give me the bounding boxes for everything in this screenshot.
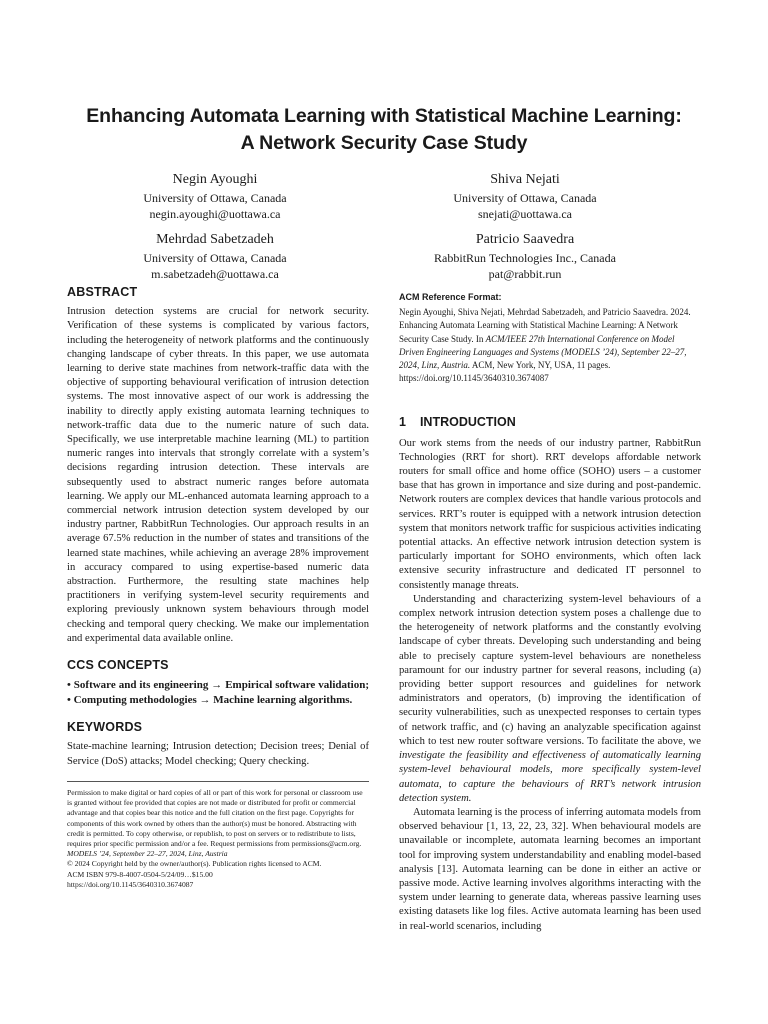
keywords-section <box>67 720 369 769</box>
reference-authors: Negin Ayoughi, Shiva Nejati, Mehrdad Sabetzadeh, and Patricio Saavedra. 2024. Enhancing Automata Learning with Statistical Machine Learning: A Network Security Case Study. In <box>399 307 691 344</box>
author-block <box>375 231 675 282</box>
author-block <box>65 231 365 282</box>
section-number: 1 <box>399 415 406 430</box>
author-email[interactable]: pat@rabbit.run <box>488 266 562 281</box>
author-block <box>375 171 675 222</box>
isbn-line: ACM ISBN 979-8-4007-0504-5/24/09…$15.00 <box>67 869 213 879</box>
abstract-heading: ABSTRACT <box>67 285 138 299</box>
reference-venue: ACM/IEEE 27th International Conference on Model Driven Engineering Languages and Systems (MODELS ’24), September 22–27, 2024, Linz, Austria. <box>399 333 687 371</box>
permission-block <box>67 788 369 890</box>
abstract-text: Intrusion detection systems are crucial for network security. Verification of these systems is complicated by various factors, including the heterogeneity of network platforms and the continuously changing landscape of cyber threats. In this paper, we use automata learning to derive state machines from network-traffic data with the objective of supporting behavioural verification of intrusion detection systems. The most innovative aspect of our work is addressing the inability to directly apply existing automata learning techniques to network-traffic data due to the numeric nature of such data. Specifically, we use interpretable machine learning (ML) to partition numeric ranges into intervals that strongly correlate with a system’s decisions regarding intrusion detection. These intervals are subsequently used to abstract numeric ranges before automata learning. We apply our ML-enhanced automata learning approach to a commercial network intrusion detection system developed by our industry partner, RabbitRun Technologies. Our approach results in an average 67.5% reduction in the number of states and transitions of the learned state machines, while achieving an average 28% improvement in accuracy compared to using expertise-based numeric data abstraction. Furthermore, the resulting state machines help practitioners in verifying system-level security requirements and exploring previously unknown system behaviours through model checking and temporal query checking. We make our implementation and experimental data available online. <box>67 306 369 644</box>
author-email[interactable]: snejati@uottawa.ca <box>477 206 572 221</box>
doi-link[interactable]: https://doi.org/10.1145/3640310.3674087 <box>67 879 194 889</box>
reference-format-text <box>399 306 701 385</box>
author-name: Negin Ayoughi <box>172 172 258 187</box>
permission-text: Permission to make digital or hard copies of all or part of this work for personal or classroom use is granted without fee provided that copies are not made or distributed for profit or commercial advantage and that copies bear this notice and the full citation on the first page. Copyrights for components of this work owned by others than the author(s) must be honored. Abstracting with credit is permitted. To copy otherwise, or republish, to post on servers or to redistribute to lists, requires prior specific permission and/or a fee. Request permissions from permissions@acm.org. <box>67 787 363 848</box>
ccs-heading: CCS CONCEPTS <box>67 658 169 673</box>
author-affiliation: University of Ottawa, Canada <box>143 191 287 205</box>
keywords-text: State-machine learning; Intrusion detection; Decision trees; Denial of Service (DoS) attacks; Model checking; Query checking. <box>67 741 369 767</box>
author-name: Patricio Saavedra <box>475 232 575 247</box>
intro-paragraph-2 <box>399 593 701 806</box>
author-block <box>65 171 365 222</box>
author-name: Shiva Nejati <box>490 172 560 187</box>
author-affiliation: University of Ottawa, Canada <box>453 191 597 205</box>
section-title: INTRODUCTION <box>419 415 516 430</box>
keywords-heading: KEYWORDS <box>67 720 143 735</box>
introduction-heading <box>399 415 701 429</box>
author-name: Mehrdad Sabetzadeh <box>156 232 274 247</box>
left-column <box>67 285 369 890</box>
conference-venue: MODELS ’24, September 22–27, 2024, Linz, Austria <box>67 849 228 859</box>
author-affiliation: RabbitRun Technologies Inc., Canada <box>434 251 616 265</box>
abstract-section <box>67 285 369 646</box>
copyright-notice: © 2024 Copyright held by the owner/author(s). Publication rights licensed to ACM. <box>67 859 322 869</box>
footnote-divider <box>67 781 369 782</box>
paper-title <box>40 103 728 157</box>
reference-tail: ACM, New York, NY, USA, 11 pages. https://doi.org/10.1145/3640310.3674087 <box>399 360 611 384</box>
author-affiliation: University of Ottawa, Canada <box>143 251 287 265</box>
ccs-text: • Software and its engineering → Empirical software validation; • Computing methodologies → Machine learning algorithms. <box>67 679 369 707</box>
intro-paragraph-3: Automata learning is the process of inferring automata models from observed behaviour [1, 13, 22, 23, 32]. When behavioural models are unavailable or incomplete, automata learning becomes an important tool for improving system understandability and enabling model-based analysis [13]. Automata learning can be done in either an active or passive mode. Active learning involves algorithms interacting with the system under learning to generate data, whereas passive learning uses existing datasets like log files. Active automata learning has been used in real-world scenarios, including <box>399 806 702 932</box>
ccs-section <box>67 658 369 708</box>
intro-paragraph-1: Our work stems from the needs of our industry partner, RabbitRun Technologies (RRT for short). RRT develops affordable network routers for small office and home office (SOHO) users – a customer base that has grown in importance and size during and post-pandemic. Network routers are complex devices that handle various protocols and services. RRT’s router is equipped with a network intrusion detection system that monitors network traffic for suspicious activities indicating potential attacks. An effective network intrusion detection system is particularly important for SOHO environments, which often lack extensive security infrastructure and dedicated IT personnel to consistently manage threats. <box>399 437 701 591</box>
intro-paragraph-2-text: Understanding and characterizing system-level behaviours of a complex network intrusion detection system poses a challenge due to the heterogeneity of network platforms and the constantly evolving landscape of cyber threats. Developing such understanding and being able to precisely capture system-level behaviours are nonetheless paramount for our industry partner for several reasons, including (a) providing better support resources and guidelines for network administrators and operators, (b) improving the identification of security vulnerabilities, such as unexpected responses to certain types of network traffic, and (c) having an analyzable specification against which to test new router software versions. To facilitate the above, we <box>399 593 701 747</box>
intro-paragraph-2-emphasis: investigate the feasibility and effectiveness of automatically learning system-level behavioural models, more specifically system-level automata, to capture the behaviours of RRT’s network intrusion detection system. <box>399 750 701 804</box>
reference-format-heading: ACM Reference Format: <box>399 292 502 302</box>
title-line-1: Enhancing Automata Learning with Statistical Machine Learning: <box>86 105 682 127</box>
author-email[interactable]: m.sabetzadeh@uottawa.ca <box>151 266 279 281</box>
author-email[interactable]: negin.ayoughi@uottawa.ca <box>149 206 281 221</box>
title-line-2: A Network Security Case Study <box>240 132 528 154</box>
right-column <box>399 290 701 934</box>
